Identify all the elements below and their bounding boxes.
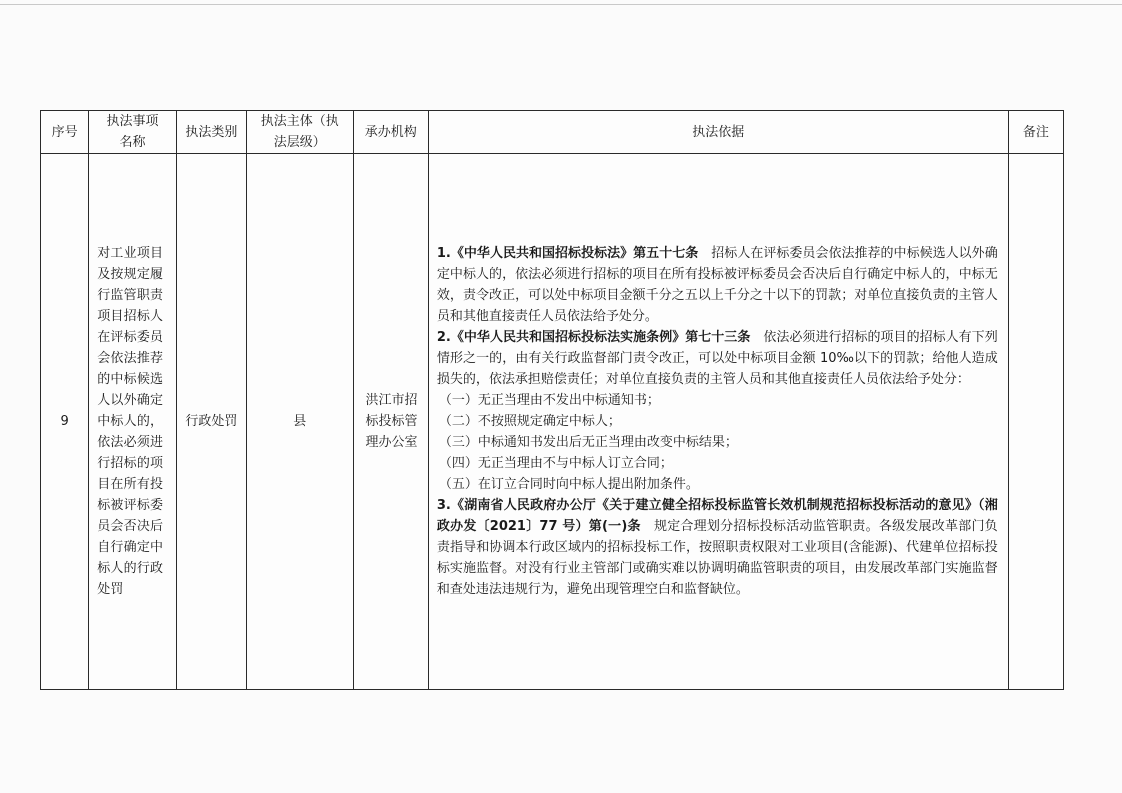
row-item-name: 对工业项目及按规定履行监管职责项目招标人在评标委员会依法推荐的中标候选人以外确定中标人的，依法必须进行招标的项目在所有投标被评标委员会否决后自行确定中标人的行政处罚: [89, 154, 176, 690]
law-enforcement-table: [40, 110, 1064, 690]
page-top-rule: [0, 4, 1122, 5]
basis-sub-item-2: （二）不按照规定确定中标人；: [438, 414, 621, 429]
header-category: 执法类别: [176, 111, 246, 154]
basis-item-1-text: 招标人在评标委员会依法推荐的中标候选人以外确定中标人的，依法必须进行招标的项目在所有投标被评标委员会否决后自行确定中标人的，中标无效，责令改正，可以处中标项目金额千分之五以上千分之十以下的罚款；对单位直接负责的主管人员和其他直接责任人员依法给予处分。: [436, 246, 998, 324]
basis-item-2-title: 2.《中华人民共和国招标投标法实施条例》第七十三条: [436, 330, 751, 345]
row-basis: [428, 154, 1008, 690]
header-item-name: 执法事项名称: [89, 111, 176, 154]
basis-item-3-text: 规定合理划分招标投标活动监管职责。各级发展改革部门负责指导和协调本行政区域内的招标投标工作，按照职责权限对工业项目(含能源)、代建单位招标投标实施监督。对没有行业主管部门或确实难以协调明确监管职责的项目，由发展改革部门实施监督和查处违法违规行为，避免出现管理空白和监督缺位。: [436, 519, 998, 597]
row-category: 行政处罚: [176, 154, 246, 690]
header-subject: 执法主体（执法层级）: [247, 111, 354, 154]
header-organ: 承办机构: [353, 111, 428, 154]
basis-item-1: [437, 243, 998, 327]
basis-sub-item-1: （一）无正当理由不发出中标通知书；: [438, 393, 660, 408]
row-serial-number: 9: [41, 154, 89, 690]
basis-item-2: [437, 327, 998, 390]
row-subject: 县: [247, 154, 354, 690]
basis-item-3-title: 3.《湖南省人民政府办公厅《关于建立健全招标投标监管长效机制规范招标投标活动的意见》（湘政办发〔2021〕77 号）第(一)条: [436, 498, 998, 534]
basis-item-1-title: 1.《中华人民共和国招标投标法》第五十七条: [436, 246, 699, 261]
basis-sub-item-4: （四）无正当理由不与中标人订立合同；: [438, 456, 673, 471]
basis-item-3: [437, 495, 998, 600]
basis-item-2-text: 依法必须进行招标的项目的招标人有下列情形之一的，由有关行政监督部门责令改正，可以处中标项目金额 10‰以下的罚款；给他人造成损失的，依法承担赔偿责任；对单位直接负责的主管人员和其他直接责任人员依法给予处分：: [436, 330, 998, 387]
table-row: [41, 154, 1064, 690]
header-basis: 执法依据: [428, 111, 1008, 154]
row-organ: 洪江市招标投标管理办公室: [353, 154, 428, 690]
row-remark: [1008, 154, 1063, 690]
header-remark: 备注: [1008, 111, 1063, 154]
basis-sub-item-5: （五）在订立合同时向中标人提出附加条件。: [438, 477, 699, 492]
basis-sub-item-3: （三）中标通知书发出后无正当理由改变中标结果；: [438, 435, 738, 450]
table-header: [41, 111, 1064, 154]
header-serial-number: 序号: [41, 111, 89, 154]
